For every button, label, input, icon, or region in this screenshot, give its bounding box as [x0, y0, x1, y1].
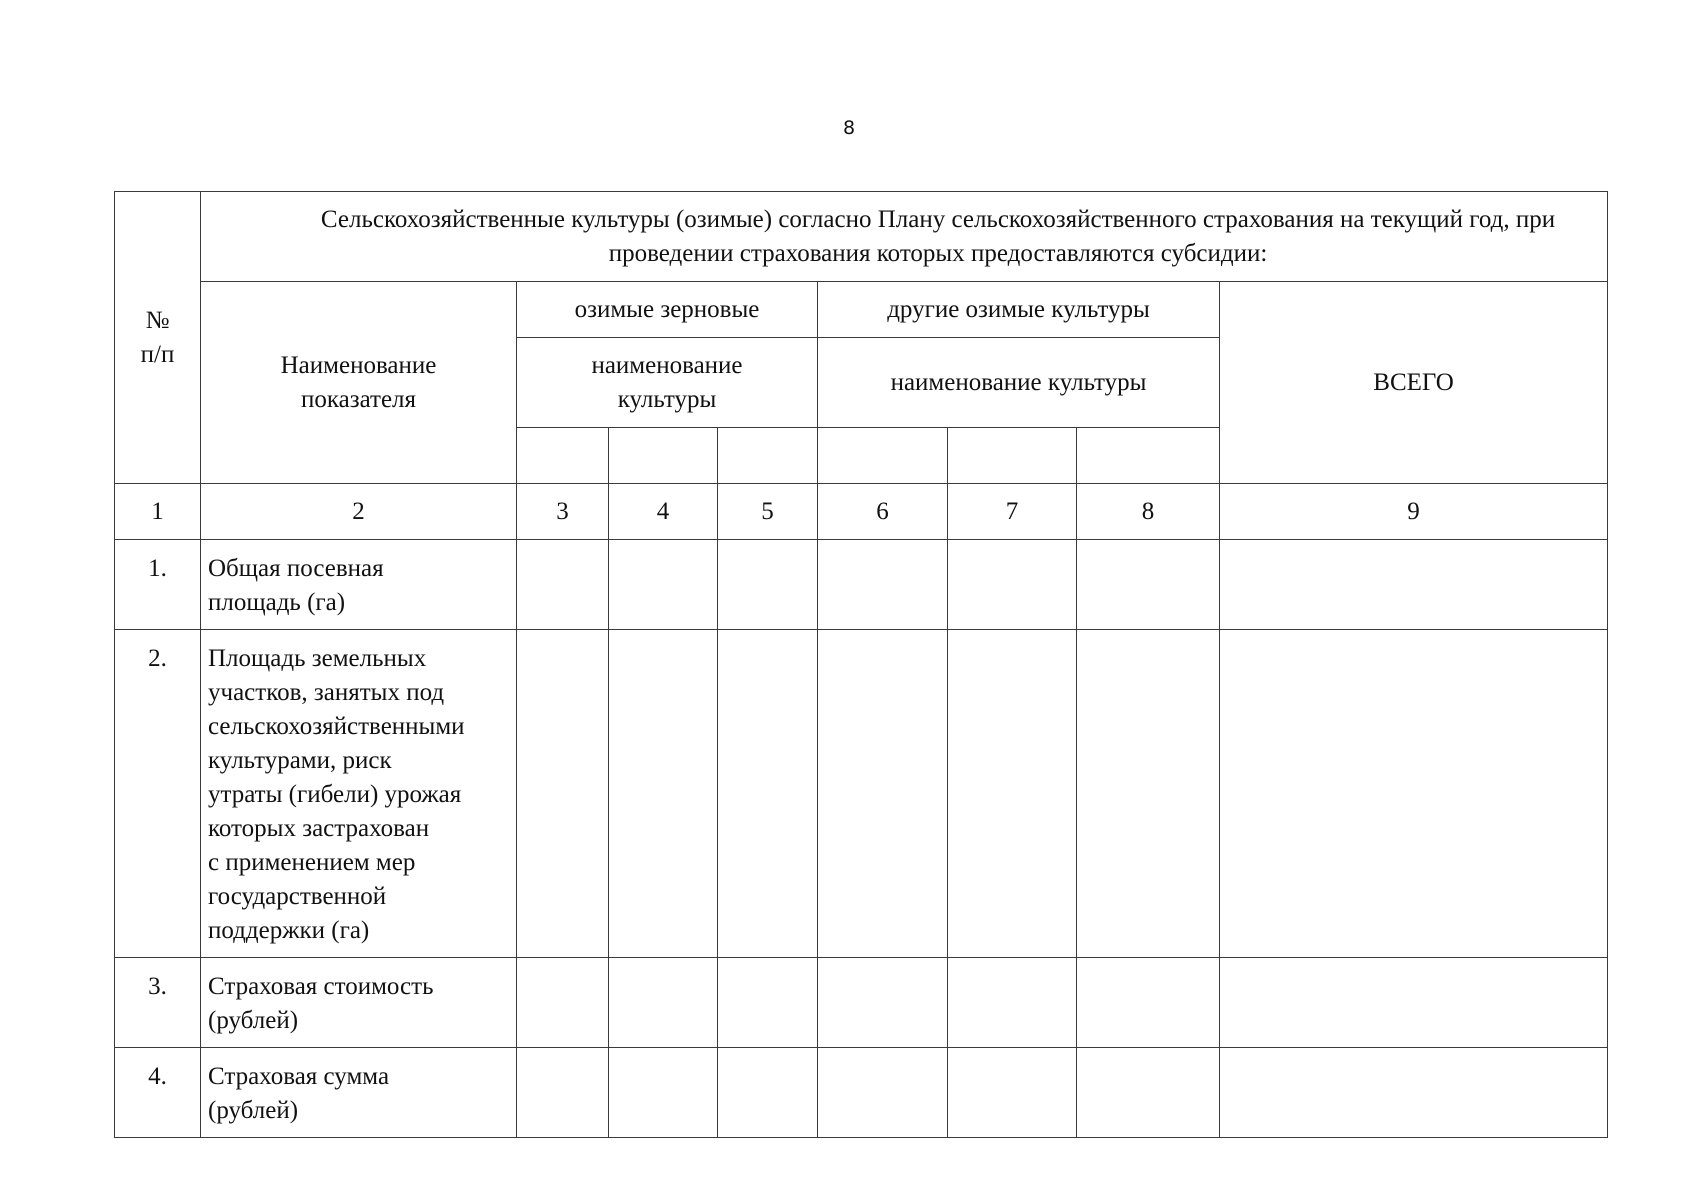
data-cell[interactable]: [1220, 540, 1608, 630]
page-number: 8: [842, 117, 856, 139]
header-empty-cell: [818, 428, 948, 484]
data-cell[interactable]: [718, 958, 818, 1048]
column-number-cell: 8: [1077, 484, 1220, 540]
data-cell[interactable]: [517, 958, 609, 1048]
data-cell[interactable]: [1220, 630, 1608, 958]
data-cell[interactable]: [948, 630, 1077, 958]
column-number-cell: 9: [1220, 484, 1608, 540]
data-cell[interactable]: [609, 630, 718, 958]
data-cell[interactable]: [948, 958, 1077, 1048]
column-number-cell: 7: [948, 484, 1077, 540]
data-cell[interactable]: [818, 630, 948, 958]
row-number: 3.: [115, 958, 201, 1048]
crop-insurance-table: [114, 191, 1608, 1138]
header-other-winter-cell: другие озимые культуры: [818, 282, 1220, 338]
column-number-cell: 6: [818, 484, 948, 540]
data-cell[interactable]: [1077, 1048, 1220, 1138]
data-cell[interactable]: [1077, 958, 1220, 1048]
column-number-cell: 4: [609, 484, 718, 540]
data-cell[interactable]: [818, 958, 948, 1048]
row-number: 4.: [115, 1048, 201, 1138]
header-empty-cell: [517, 428, 609, 484]
data-cell[interactable]: [1077, 540, 1220, 630]
column-number-cell: 1: [115, 484, 201, 540]
row-number: 1.: [115, 540, 201, 630]
row-label: Площадь земельных участков, занятых под сельскохозяйственными культурами, риск утраты (гибели) урожая которых застрахован с применением мер государственной поддержки (га): [201, 630, 517, 958]
data-cell[interactable]: [818, 540, 948, 630]
data-cell[interactable]: [517, 630, 609, 958]
data-cell[interactable]: [718, 540, 818, 630]
header-empty-cell: [948, 428, 1077, 484]
header-empty-cell: [609, 428, 718, 484]
header-empty-cell: [718, 428, 818, 484]
header-empty-cell: [1077, 428, 1220, 484]
data-cell[interactable]: [948, 1048, 1077, 1138]
row-label: Общая посевная площадь (га): [201, 540, 517, 630]
data-cell[interactable]: [517, 1048, 609, 1138]
table-row: [115, 958, 1608, 1048]
header-number-cell: № п/п: [115, 192, 201, 484]
data-cell[interactable]: [948, 540, 1077, 630]
data-cell[interactable]: [1077, 630, 1220, 958]
header-winter-grain-cell: озимые зерновые: [517, 282, 818, 338]
data-cell[interactable]: [609, 540, 718, 630]
data-cell[interactable]: [517, 540, 609, 630]
header-total-cell: ВСЕГО: [1220, 282, 1608, 484]
column-number-cell: 3: [517, 484, 609, 540]
data-cell[interactable]: [818, 1048, 948, 1138]
column-number-cell: 2: [201, 484, 517, 540]
column-number-row: [115, 484, 1608, 540]
header-indicator-cell: Наименование показателя: [201, 282, 517, 484]
data-cell[interactable]: [1220, 1048, 1608, 1138]
data-cell[interactable]: [609, 1048, 718, 1138]
header-row-groups: [115, 282, 1608, 338]
data-cell[interactable]: [718, 630, 818, 958]
header-row-title: [115, 192, 1608, 282]
row-label: Страховая сумма (рублей): [201, 1048, 517, 1138]
data-cell[interactable]: [1220, 958, 1608, 1048]
header-other-winter-name-cell: наименование культуры: [818, 338, 1220, 428]
table-row: [115, 630, 1608, 958]
header-winter-grain-name-cell: наименование культуры: [517, 338, 818, 428]
row-label: Страховая стоимость (рублей): [201, 958, 517, 1048]
table-row: [115, 1048, 1608, 1138]
column-number-cell: 5: [718, 484, 818, 540]
table-row: [115, 540, 1608, 630]
header-title-cell: Сельскохозяйственные культуры (озимые) согласно Плану сельскохозяйственного страхования на текущий год, при проведении страхования которых предоставляются субсидии:: [201, 192, 1608, 282]
data-cell[interactable]: [609, 958, 718, 1048]
row-number: 2.: [115, 630, 201, 958]
data-cell[interactable]: [718, 1048, 818, 1138]
